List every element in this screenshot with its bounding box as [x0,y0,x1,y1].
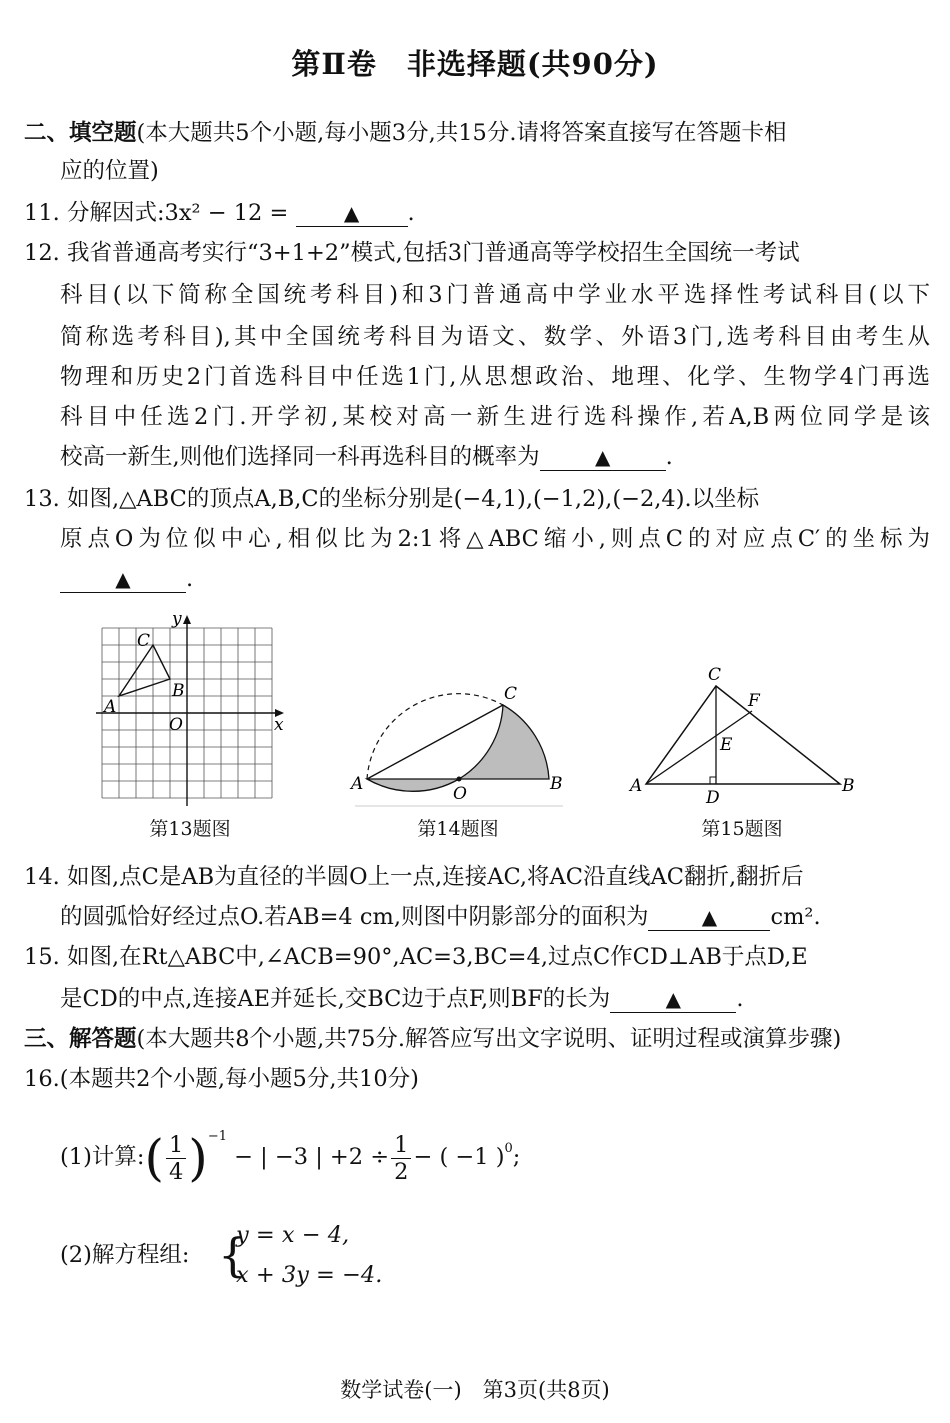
q14-l2: 的圆弧恰好经过点O.若AB=4 cm,则图中阴影部分的面积为 [60,904,649,930]
q14-answer-blank[interactable] [648,904,770,931]
exponent-neg1: −1 [207,1129,227,1144]
q15-l2: 是CD的中点,连接AE并延长,交BC边于点F,则BF的长为 [60,986,611,1012]
y-axis-arrow-icon [183,615,191,624]
label-c: C [137,631,151,651]
q16-desc: (本题共2个小题,每小题5分,共10分) [59,1066,419,1092]
triangle-abc [646,686,840,784]
question-11 [24,198,930,228]
segment-af [646,711,752,784]
q15-end: . [736,986,744,1012]
q11-end: . [407,200,415,226]
q12-l5: 科目中任选2门.开学初,某校对高一新生进行选科操作,若A,B两位同学是该 [60,404,930,430]
q15-l1: 如图,在Rt△ABC中,∠ACB=90°,AC=3,BC=4,过点C作CD⊥AB于点D,E [66,944,808,970]
section2-desc1: (本大题共5个小题,每小题3分,共15分.请将答案直接写在答题卡相 [136,120,787,146]
frac1-num: 1 [166,1132,186,1159]
exponent-zero: 0 [504,1141,513,1156]
center-point [457,777,462,782]
q15-answer-blank[interactable] [610,986,736,1013]
label-c: C [708,665,722,685]
q16-p1-label: (1)计算: [60,1144,145,1170]
q13-l1: 如图,△ABC的顶点A,B,C的坐标分别是(−4,1),(−1,2),(−2,4).以坐标 [66,486,760,512]
section3-header [24,1024,930,1054]
q16-p1-mid: − | −3 | +2 ÷ [234,1144,390,1170]
right-paren: ) [188,1129,208,1187]
q12-l3: 简称选考科目),其中全国统考科目为语文、数学、外语3门,选考科目由考生从 [60,324,930,350]
q12-l6-wrap [60,442,930,472]
q13-end: . [186,566,194,592]
label-b: B [172,681,185,701]
q11-answer-blank[interactable] [296,200,408,227]
label-o: O [169,715,183,735]
question-16-header [24,1064,930,1094]
triangle-abc [119,645,170,696]
question-12-line1 [24,238,930,268]
q12-l2: 科目(以下简称全国统考科目)和3门普通高中学业水平选择性考试科目(以下 [60,282,930,308]
q12-answer-blank[interactable] [540,444,666,471]
q16-p2-label: (2)解方程组: [60,1242,190,1268]
question-13-line1 [24,484,930,514]
right-angle-mark [710,777,716,784]
label-a: A [104,697,117,717]
section2-head: 二、填空题 [24,120,137,146]
answer-triangle-icon: ▲ [701,905,718,929]
q13-num: 13. [24,486,60,512]
section3-desc: (本大题共8个小题,共75分.解答应写出文字说明、证明过程或演算步骤) [136,1026,842,1052]
page-title: 第Ⅱ卷 非选择题(共90分) [291,47,659,81]
q11-text: 分解因式:3x² − 12 = [66,200,289,226]
shaded-region-right [459,705,549,779]
q12-l6: 校高一新生,则他们选择同一科再选科目的概率为 [60,444,540,470]
q16-p1-end: ; [512,1144,521,1170]
figure-14-caption: 第14题图 [417,818,499,840]
q14-num: 14. [24,864,60,890]
q15-num: 15. [24,944,60,970]
q15-l2-wrap [60,984,930,1014]
section2-header [24,118,930,148]
question-14-line1 [24,862,930,892]
q11-num: 11. [24,200,60,226]
q13-l2: 原点O为位似中心,相似比为2:1将△ABC缩小,则点C的对应点C′的坐标为 [60,526,930,552]
answer-triangle-icon: ▲ [343,201,360,225]
figure-15-caption: 第15题图 [701,818,783,840]
q13-answer-blank[interactable] [60,566,186,593]
figure-13-caption: 第13题图 [149,818,231,840]
label-e: E [720,735,733,755]
q16-part1 [60,1108,930,1187]
equation-brace: { [218,1228,248,1282]
label-b: B [550,774,563,794]
q12-l4: 物理和历史2门首选科目中任选1门,从思想政治、地理、化学、生物学4门再选 [60,364,930,390]
label-d: D [706,788,720,808]
section2-desc2: 应的位置) [60,158,159,184]
answer-triangle-icon: ▲ [594,445,611,469]
q16-p2-eq1: y = x − 4, [236,1222,350,1248]
q16-p1-tail: − ( −1 ) [413,1144,505,1170]
label-f: F [748,691,760,711]
q13-l3-wrap [60,564,930,594]
shaded-region-left [367,779,459,791]
fraction-one-half [391,1132,411,1185]
question-15-line1 [24,942,930,972]
q16-p2-eq2: x + 3y = −4. [236,1262,383,1288]
figure-13-grid [92,606,292,811]
q14-unit: cm². [770,904,821,930]
label-b: B [842,776,855,796]
frac2-den: 2 [394,1158,409,1185]
label-c: C [504,684,518,704]
frac2-num: 1 [391,1132,411,1159]
q12-num: 12. [24,240,60,266]
left-paren: ( [144,1129,164,1187]
figure-15-triangle [622,660,867,810]
q16-num: 16. [24,1066,60,1092]
label-x: x [274,715,284,735]
page-footer: 数学试卷(一) 第3页(共8页) [340,1378,610,1402]
answer-triangle-icon: ▲ [665,987,681,1011]
q12-l1: 我省普通高考实行“3+1+2”模式,包括3门普通高等学校招生全国统一考试 [66,240,800,266]
section3-head: 三、解答题 [24,1026,137,1052]
label-a: A [630,776,643,796]
label-a: A [351,774,364,794]
answer-triangle-icon: ▲ [115,567,131,591]
label-o: O [453,784,467,804]
q12-end: . [665,444,673,470]
figure-14-semicircle [345,675,575,810]
frac1-den: 4 [168,1158,184,1185]
q14-l1: 如图,点C是AB为直径的半圆O上一点,连接AC,将AC沿直线AC翻折,翻折后 [66,864,804,890]
label-y: y [172,609,182,629]
q14-l2-wrap [60,902,930,932]
fraction-one-quarter [166,1132,186,1185]
